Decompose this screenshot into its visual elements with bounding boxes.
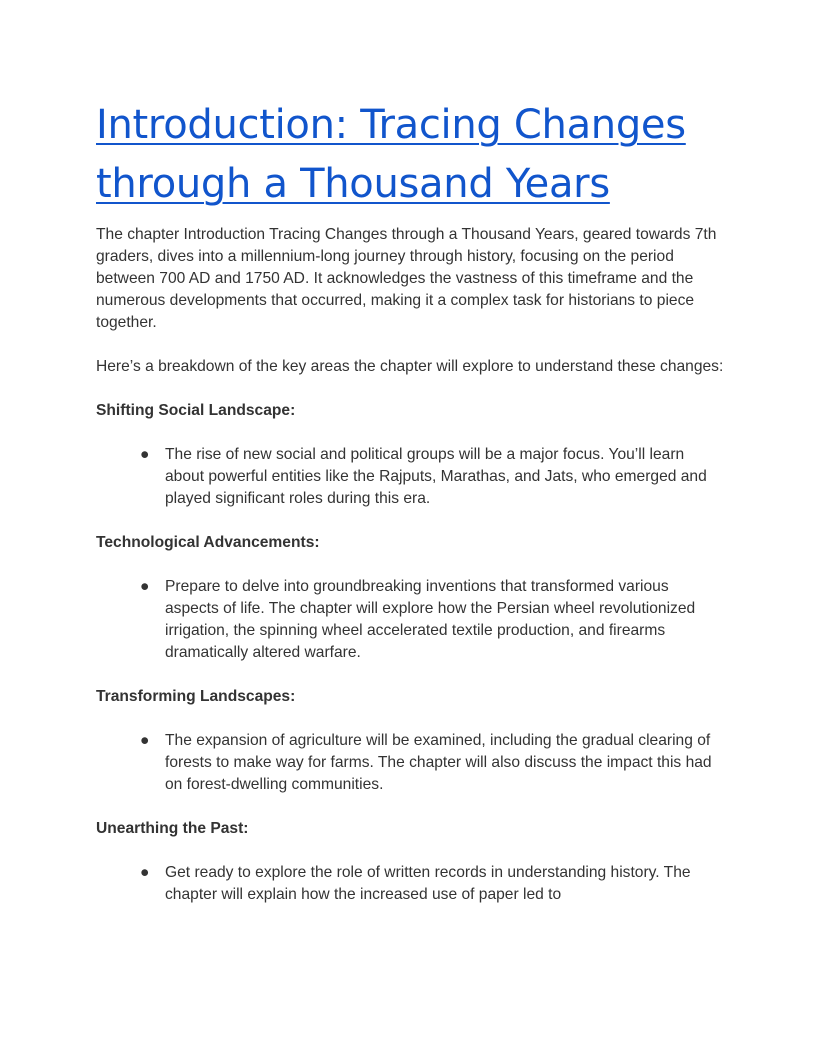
bullet-icon: ●: [140, 732, 150, 749]
bullet-list: [96, 862, 726, 906]
bullet-list: [96, 444, 726, 510]
intro-paragraph: The chapter Introduction Tracing Changes through a Thousand Years, geared towards 7th graders, dives into a millennium-long journey through history, focusing on the period between 700 AD and 1750 AD. It acknowledges the vastness of this timeframe and the numerous developments that occurred, making it a complex task for historians to piece together.: [96, 226, 717, 331]
page-title[interactable]: Introduction: Tracing Changes through a Thousand Years: [96, 102, 686, 207]
list-item-text: Get ready to explore the role of written records in understanding history. The chapter will explain how the increased use of paper led to: [165, 864, 691, 903]
bullet-list: [96, 576, 726, 664]
list-item-text: The expansion of agriculture will be examined, including the gradual clearing of forests to make way for farms. The chapter will also discuss the impact this had on forest-dwelling communities.: [165, 732, 712, 793]
list-item-text: Prepare to delve into groundbreaking inventions that transformed various aspects of life. The chapter will explore how the Persian wheel revolutionized irrigation, the spinning wheel accelerated textile production, and firearms dramatically altered warfare.: [165, 578, 696, 661]
section-landscapes: [96, 686, 726, 796]
section-heading: Transforming Landscapes:: [96, 688, 296, 705]
bullet-icon: ●: [140, 578, 150, 595]
breakdown-paragraph: Here’s a breakdown of the key areas the chapter will explore to understand these changes:: [96, 358, 724, 375]
section-technology: [96, 532, 726, 664]
document-page: [96, 96, 726, 906]
section-social: [96, 400, 726, 510]
list-item-text: The rise of new social and political groups will be a major focus. You’ll learn about powerful entities like the Rajputs, Marathas, and Jats, who emerged and played significant roles during this era.: [165, 446, 707, 507]
list-item: [96, 730, 726, 796]
section-heading: Technological Advancements:: [96, 534, 320, 551]
bullet-icon: ●: [140, 864, 150, 881]
list-item: [96, 862, 726, 906]
list-item: [96, 576, 726, 664]
bullet-list: [96, 730, 726, 796]
list-item: [96, 444, 726, 510]
section-heading: Shifting Social Landscape:: [96, 402, 296, 419]
section-past: [96, 818, 726, 906]
section-heading: Unearthing the Past:: [96, 820, 249, 837]
bullet-icon: ●: [140, 446, 150, 463]
